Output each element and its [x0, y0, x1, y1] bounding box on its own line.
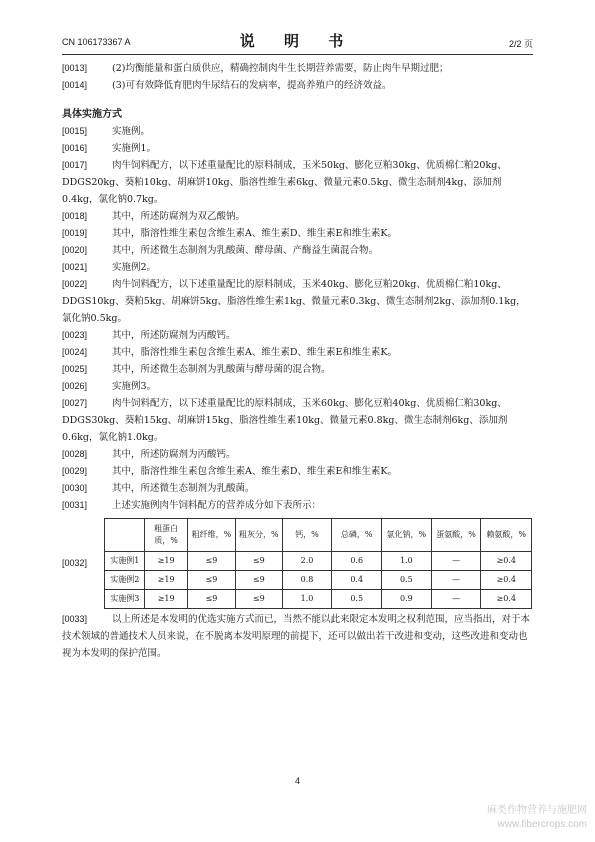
paragraph-id: [0030] — [62, 483, 88, 493]
table-row — [105, 590, 532, 609]
table-cell: — — [431, 571, 481, 590]
paragraph-text: 肉牛饲料配方，以下述重量配比的原料制成，玉米50kg、膨化豆粕30kg、优质棉仁粕20kg、DDGS20kg、葵粕10kg、胡麻饼10kg、脂溶性维生素6kg、微量元素0.5kg、微生态制剂4kg、添加剂0.4kg，氯化钠0.7kg。 — [62, 160, 507, 205]
paragraph — [62, 611, 532, 662]
table-cell: 0.8 — [282, 571, 332, 590]
document-number: CN 106173367 A — [62, 37, 131, 47]
paragraph-text: 以上所述是本发明的优选实施方式而已，当然不能以此来限定本发明之权利范围，应当指出，对于本技术领域的普通技术人员来说，在不脱离本发明原理的前提下，还可以做出若干改进和变动，这些改进和变动也视为本发明的保护范围。 — [62, 614, 531, 659]
table-cell: ≤9 — [187, 571, 235, 590]
paragraph-text: 其中，所述防腐剂为双乙酸钠。 — [112, 211, 246, 222]
paragraph — [62, 480, 532, 497]
paragraph — [62, 140, 532, 157]
header-divider — [62, 54, 533, 55]
table-cell: ≥0.4 — [481, 571, 532, 590]
table-header-cell: 粗灰分，% — [235, 519, 282, 552]
paragraph-text: 实施例3。 — [112, 381, 157, 392]
table-cell: 实施例2 — [105, 571, 145, 590]
paragraph-id: [0013] — [62, 63, 88, 73]
paragraph-id: [0027] — [62, 398, 88, 408]
watermark-line: www.fibercrops.com — [497, 819, 587, 830]
paragraph — [62, 259, 532, 276]
paragraph — [62, 208, 532, 225]
paragraph-id: [0018] — [62, 211, 88, 221]
paragraph-id: [0033] — [62, 614, 88, 624]
table-cell: — — [431, 590, 481, 609]
document-title: 说 明 书 — [239, 32, 356, 50]
table-cell: 0.4 — [332, 571, 382, 590]
paragraph-id: [0015] — [62, 126, 88, 136]
paragraph-text: 其中，脂溶性维生素包含维生素A、维生素D、维生素E和维生素K。 — [112, 228, 398, 239]
table-row — [105, 571, 532, 590]
table-header-cell: 粗蛋白质，% — [145, 519, 187, 552]
paragraph-id: [0024] — [62, 347, 88, 357]
paragraph-text: (2)均衡能量和蛋白质供应，精确控制肉牛生长期营养需要，防止肉牛早期过肥； — [112, 63, 449, 74]
paragraph — [62, 446, 532, 463]
table-cell: ≥19 — [145, 552, 187, 571]
paragraph — [62, 123, 532, 140]
paragraph-id: [0025] — [62, 364, 88, 374]
paragraph-text: 其中，脂溶性维生素包含维生素A、维生素D、维生素E和维生素K。 — [112, 347, 398, 358]
table-cell: ≤9 — [187, 590, 235, 609]
table-header-cell: 钙，% — [282, 519, 332, 552]
paragraph-text: 其中，所述微生态制剂为乳酸菌、酵母菌、产酶益生菌混合物。 — [112, 245, 379, 256]
paragraph-text: (3)可有效降低育肥肉牛尿结石的发病率，提高养殖户的经济效益。 — [112, 80, 392, 91]
paragraph — [62, 77, 532, 94]
paragraph — [62, 395, 532, 446]
table-cell: 0.9 — [382, 590, 432, 609]
paragraph — [62, 157, 532, 208]
table-cell: ≥19 — [145, 590, 187, 609]
table-cell: 实施例3 — [105, 590, 145, 609]
table-cell: ≥0.4 — [481, 590, 532, 609]
table-block — [62, 518, 532, 609]
paragraph-id: [0029] — [62, 466, 88, 476]
table-cell: ≤9 — [235, 571, 282, 590]
paragraph-id: [0017] — [62, 160, 88, 170]
paragraph — [62, 276, 532, 327]
paragraph-id: [0016] — [62, 143, 88, 153]
paragraph-text: 其中，脂溶性维生素包含维生素A、维生素D、维生素E和维生素K。 — [112, 466, 398, 477]
document-body — [62, 60, 532, 662]
paragraph — [62, 361, 532, 378]
table-cell: ≤9 — [235, 590, 282, 609]
table-cell: 1.0 — [382, 552, 432, 571]
table-header-cell: 氯化钠，% — [382, 519, 432, 552]
paragraph-text: 其中，所述防腐剂为丙酸钙。 — [112, 330, 236, 341]
paragraph — [62, 225, 532, 242]
paragraph — [62, 497, 532, 514]
table-cell: ≥19 — [145, 571, 187, 590]
table-header-cell: 赖氨酸，% — [481, 519, 532, 552]
table-cell: ≥0.4 — [481, 552, 532, 571]
paragraph-text: 肉牛饲料配方，以下述重量配比的原料制成，玉米60kg、膨化豆粕40kg、优质棉仁粕30kg、DDGS30kg、葵粕15kg、胡麻饼15kg、脂溶性维生素10kg、微量元素0.8kg、微生态制剂6kg、添加剂0.6kg，氯化钠1.0kg。 — [62, 398, 508, 443]
paragraph-text: 实施例。 — [112, 126, 151, 137]
watermark-logo — [487, 804, 587, 832]
paragraph-text: 上述实施例肉牛饲料配方的营养成分如下表所示： — [112, 500, 322, 511]
table-cell: ≤9 — [235, 552, 282, 571]
paragraph-id: [0026] — [62, 381, 88, 391]
table-header-cell: 粗纤维，% — [187, 519, 235, 552]
table-body — [105, 552, 532, 609]
paragraph-group-main — [62, 123, 532, 514]
paragraph-group-top — [62, 60, 532, 94]
nutrition-table — [104, 518, 532, 609]
page-number: 4 — [294, 776, 300, 786]
table-cell: ≤9 — [187, 552, 235, 571]
paragraph-id: [0014] — [62, 80, 88, 90]
paragraph-id: [0032] — [62, 558, 88, 568]
table-cell: — — [431, 552, 481, 571]
paragraph-id: [0031] — [62, 500, 88, 510]
table-cell: 1.0 — [282, 590, 332, 609]
watermark-line: 麻类作物营养与施肥网 — [487, 805, 587, 816]
page-indicator: 2/2 页 — [508, 39, 533, 49]
section-heading: 具体实施方式 — [62, 109, 122, 120]
table-cell: 实施例1 — [105, 552, 145, 571]
paragraph-id: [0019] — [62, 228, 88, 238]
paragraph-id: [0021] — [62, 262, 88, 272]
paragraph-text: 实施例1。 — [112, 143, 157, 154]
table-row — [105, 552, 532, 571]
paragraph-text: 其中，所述微生态制剂为乳酸菌。 — [112, 483, 255, 494]
table-header-cell: 总磷，% — [332, 519, 382, 552]
paragraph — [62, 327, 532, 344]
paragraph — [62, 463, 532, 480]
paragraph-text: 其中，所述防腐剂为丙酸钙。 — [112, 449, 236, 460]
table-header-cell — [105, 519, 145, 552]
table-cell: 0.5 — [332, 590, 382, 609]
paragraph — [62, 378, 532, 395]
paragraph — [62, 242, 532, 259]
table-cell: 0.5 — [382, 571, 432, 590]
table-cell: 0.6 — [332, 552, 382, 571]
paragraph-text: 实施例2。 — [112, 262, 157, 273]
paragraph-text: 肉牛饲料配方，以下述重量配比的原料制成，玉米40kg、膨化豆粕20kg、优质棉仁粕10kg、DDGS10kg、葵粕5kg、胡麻饼5kg、脂溶性维生素1kg、微量元素0.3kg、微生态制剂2kg、添加剂0.1kg，氯化钠0.5kg。 — [62, 279, 526, 324]
paragraph-id: [0028] — [62, 449, 88, 459]
paragraph-text: 其中，所述微生态制剂为乳酸菌与酵母菌的混合物。 — [112, 364, 331, 375]
table-header-row — [105, 519, 532, 552]
table-header-cell: 蛋氨酸，% — [431, 519, 481, 552]
paragraph-id: [0022] — [62, 279, 88, 289]
table-cell: 2.0 — [282, 552, 332, 571]
paragraph-id: [0020] — [62, 245, 88, 255]
paragraph-id: [0023] — [62, 330, 88, 340]
paragraph — [62, 60, 532, 77]
paragraph — [62, 344, 532, 361]
